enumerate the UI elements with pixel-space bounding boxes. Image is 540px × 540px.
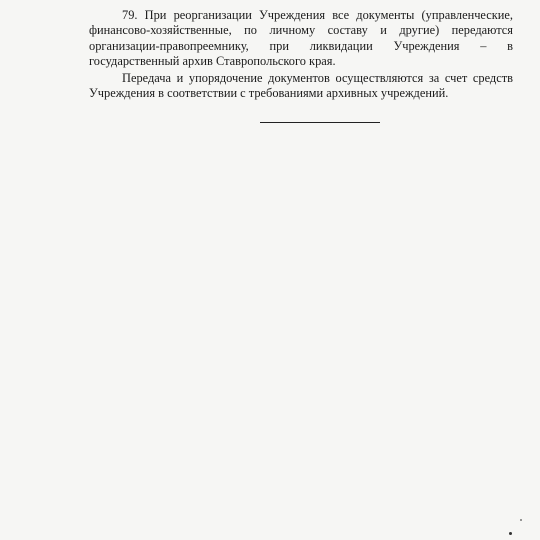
paragraph-line: государственный архив Ставропольского края. <box>89 54 336 69</box>
scan-speck <box>520 519 522 521</box>
closing-rule <box>260 122 380 123</box>
document-body <box>89 8 513 101</box>
scan-speck <box>509 532 512 535</box>
paragraph-line: Учреждения в соответствии с требованиями архивных учреждений. <box>89 86 449 101</box>
paragraph-line: организации-правопреемнику, при ликвидации Учреждения – в <box>89 38 513 53</box>
paragraph-line: Передача и упорядочение документов осуществляются за счет средств <box>122 70 513 85</box>
paragraph-transfer <box>89 71 513 102</box>
paragraph-line: 79. При реорганизации Учреждения все документы (управленческие, <box>122 8 513 22</box>
paragraph-79 <box>89 8 513 70</box>
paragraph-line: финансово-хозяйственные, по личному составу и другие) передаются <box>89 23 513 38</box>
